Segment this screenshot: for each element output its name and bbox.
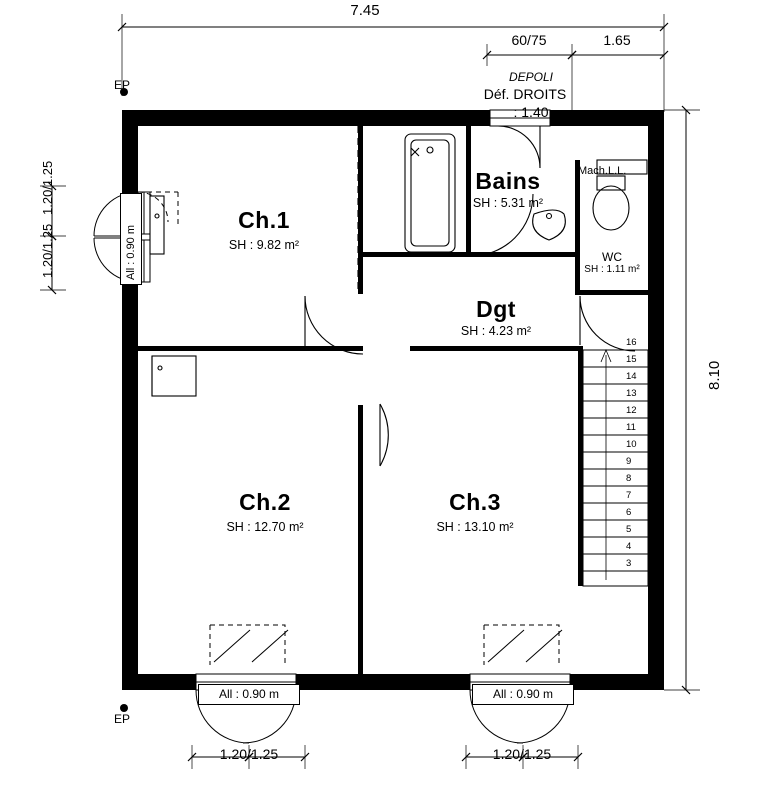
ep-label-bottom: EP — [114, 712, 131, 726]
stair-step-number: 3 — [626, 558, 632, 569]
opening-label-bottom-left: All : 0.90 m — [198, 684, 300, 705]
opening-label-left-box: All : 0.90 m — [120, 193, 142, 285]
room-name-ch3: Ch.3 — [449, 489, 501, 515]
stair-step-number: 14 — [626, 371, 637, 382]
room-name-bains: Bains — [475, 168, 541, 194]
stair-step-number: 9 — [626, 456, 632, 467]
stair-step-number: 5 — [626, 524, 632, 535]
room-name-ch2: Ch.2 — [239, 489, 291, 515]
dim-top-window: 60/75 — [511, 32, 547, 48]
stair-step-number: 10 — [626, 439, 637, 450]
dim-top-right: 1.65 — [603, 32, 631, 48]
stair-step-number: 13 — [626, 388, 637, 399]
machine-label: Mach.L.L. — [578, 165, 627, 177]
stair-step-number: 12 — [626, 405, 637, 416]
room-area-wc: SH : 1.11 m² — [584, 264, 640, 275]
stair-step-number: 16 — [626, 337, 637, 348]
def-droits-label: Déf. DROITS — [483, 86, 567, 102]
dim-top-total: 7.45 — [350, 2, 380, 19]
room-name-dgt: Dgt — [476, 296, 516, 322]
dim-bottom-left: 1.20/1.25 — [219, 746, 279, 762]
room-area-ch3: SH : 13.10 m² — [436, 520, 514, 534]
stair-step-number: 15 — [626, 354, 637, 365]
room-area-ch1: SH : 9.82 m² — [228, 238, 300, 252]
ep-label-top: EP — [114, 78, 131, 92]
def-height-label: : 1.40 — [513, 104, 549, 120]
stair-step-number: 11 — [626, 422, 636, 433]
depoli-label: DEPOLI — [508, 70, 554, 84]
stair-step-number: 6 — [626, 507, 632, 518]
stair-step-number: 4 — [626, 541, 632, 552]
stair-step-number: 8 — [626, 473, 632, 484]
room-area-bains: SH : 5.31 m² — [472, 196, 544, 210]
room-name-wc: WC — [602, 250, 622, 264]
stair-step-number: 7 — [626, 490, 632, 501]
room-area-dgt: SH : 4.23 m² — [460, 324, 532, 338]
dim-bottom-right: 1.20/1.25 — [492, 746, 552, 762]
opening-label-bottom-right: All : 0.90 m — [472, 684, 574, 705]
room-name-ch1: Ch.1 — [238, 207, 290, 233]
room-area-ch2: SH : 12.70 m² — [226, 520, 304, 534]
